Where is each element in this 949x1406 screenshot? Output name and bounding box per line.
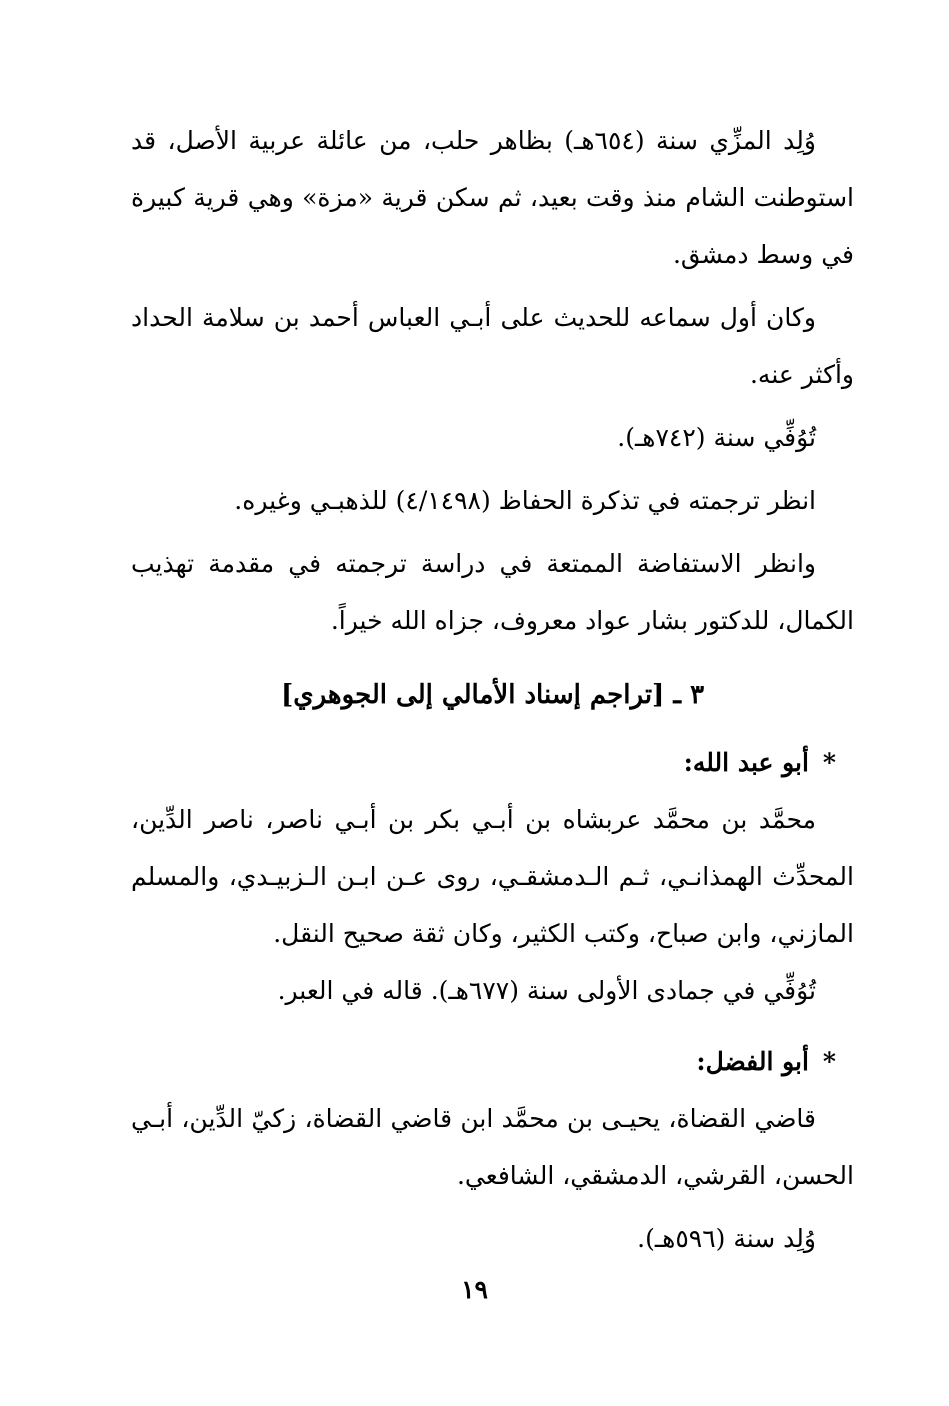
entry-death: تُوُفِّي في جمادى الأولى سنة (٦٧٧هـ). قاله في العبر. bbox=[277, 976, 816, 1005]
birth-paragraph: وُلِد المزِّي سنة (٦٥٤هـ) بظاهر حلب، من عائلة عربية الأصل، قد استوطنت الشام منذ وقت بعيد، ثم سكن قرية «مزة» وهي قرية كبيرة في وسط دمشق. bbox=[131, 126, 854, 269]
entry-title: أبو عبد الله: bbox=[683, 748, 809, 777]
further-reading-paragraph: وانظر الاستفاضة الممتعة في دراسة ترجمته في مقدمة تهذيب الكمال، للدكتور بشار عواد معروف، جزاه الله خيراً. bbox=[131, 549, 854, 635]
entry-heading-abu-al-fadl bbox=[131, 1033, 854, 1090]
page-number: ١٩ bbox=[461, 1275, 488, 1304]
entry-heading-abu-abdullah bbox=[131, 734, 854, 791]
entry-bio: محمَّد بن محمَّد عربشاه بن أبـي بكر بن أبـي ناصر، ناصر الدِّين، المحدِّث الهمذانـي، ثـم الـدمشقـي، روى عـن ابـن الـزبيـدي، والمسلم المازني، وابن صباح، وكتب الكثير، وكان ثقة صحيح النقل. bbox=[131, 805, 854, 948]
entry-title: أبو الفضل: bbox=[696, 1047, 809, 1076]
death-line: تُوُفِّي سنة (٧٤٢هـ). bbox=[617, 423, 816, 452]
asterisk-icon: * bbox=[822, 1047, 836, 1076]
reference-line: انظر ترجمته في تذكرة الحفاظ (٤/١٤٩٨) للذهبـي وغيره. bbox=[234, 486, 816, 515]
entry-birth: وُلِد سنة (٥٩٦هـ). bbox=[637, 1224, 816, 1253]
section-heading: ٣ ـ [تراجم إسناد الأمالي إلى الجوهري] bbox=[280, 680, 705, 710]
page-body bbox=[131, 112, 854, 1267]
first-hearing-paragraph: وكان أول سماعه للحديث على أبـي العباس أحمد بن سلامة الحداد وأكثر عنه. bbox=[131, 303, 854, 389]
asterisk-icon: * bbox=[822, 748, 836, 777]
entry-bio: قاضي القضاة، يحيـى بن محمَّد ابن قاضي القضاة، زكيّ الدِّين، أبـي الحسن، القرشي، الدمشقي، الشافعي. bbox=[131, 1104, 854, 1190]
